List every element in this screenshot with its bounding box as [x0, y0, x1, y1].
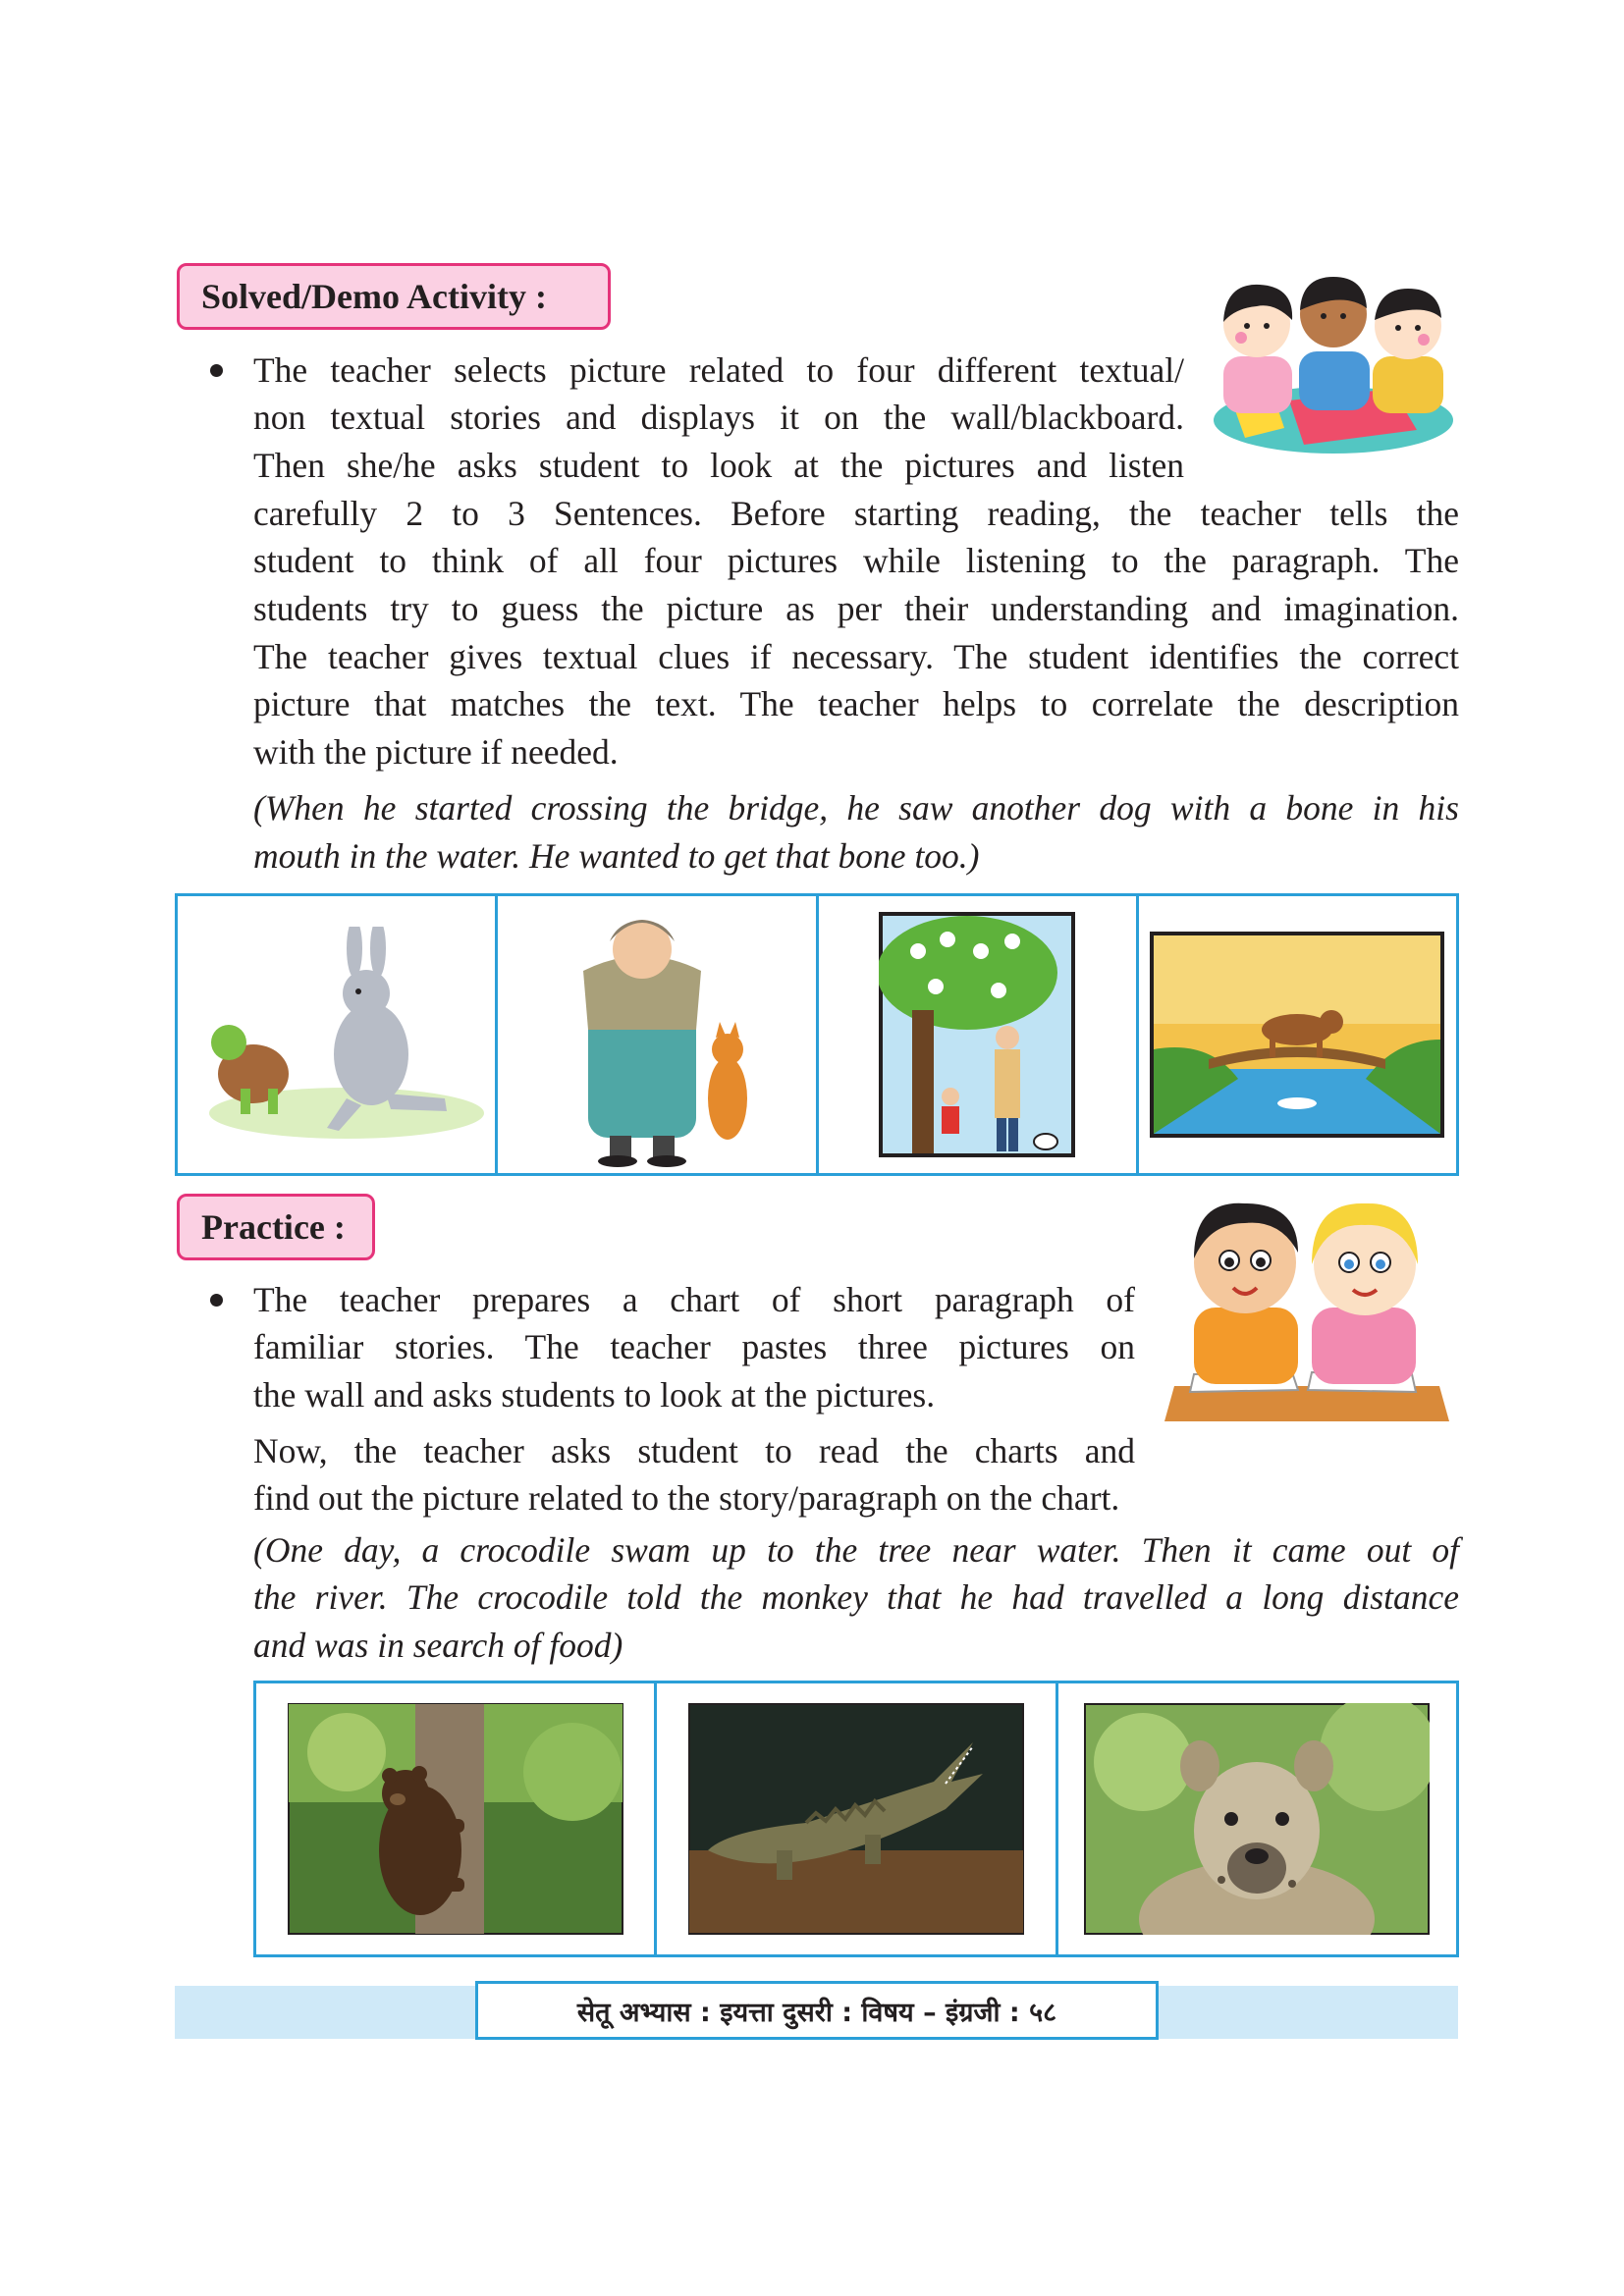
practice-line: Now, the teacher asks student to read the charts and: [253, 1431, 1135, 1470]
hyena-picture: [1084, 1703, 1430, 1935]
picture-cell-crocodile: [657, 1683, 1057, 1954]
picture-cell-tortoise-and-hare: [178, 896, 498, 1173]
practice-example-line: (One day, a crocodile swam up to the tree near water. Then it came out of: [253, 1530, 1459, 1570]
bear-climbing-tree-picture: [288, 1703, 623, 1935]
practice-line: familiar stories. The teacher pastes three pictures on: [253, 1327, 1135, 1366]
practice-line: The teacher prepares a chart of short paragraph of: [253, 1280, 1135, 1319]
old-woman-with-cat-picture: [549, 902, 765, 1167]
picture-cell-bear: [256, 1683, 657, 1954]
demo-heading: Solved/Demo Activity :: [177, 263, 611, 330]
demo-line: student to think of all four pictures while listening to the paragraph. The: [253, 541, 1459, 580]
bullet-icon: [210, 364, 223, 377]
picture-cell-old-woman-with-cat: [498, 896, 818, 1173]
demo-line: carefully 2 to 3 Sentences. Before starting reading, the teacher tells the: [253, 494, 1459, 533]
demo-line: The teacher selects picture related to four different textual/: [253, 350, 1184, 390]
dog-on-bridge-picture: [1150, 932, 1444, 1138]
practice-example-line: the river. The crocodile told the monkey that he had travelled a long distance: [253, 1577, 1459, 1617]
demo-line: picture that matches the text. The teacher helps to correlate the description: [253, 684, 1459, 723]
demo-line: The teacher gives textual clues if necessary. The student identifies the correct: [253, 637, 1459, 676]
demo-picture-strip: [175, 893, 1459, 1176]
demo-line: non textual stories and displays it on the wall/blackboard.: [253, 398, 1184, 437]
picture-cell-hyena: [1058, 1683, 1456, 1954]
practice-line: the wall and asks students to look at the pictures.: [253, 1375, 936, 1415]
practice-example-line: and was in search of food): [253, 1626, 623, 1665]
footer-label: सेतू अभ्यास : इयत्ता दुसरी : विषय – इंग्रजी : ५८: [475, 1981, 1159, 2040]
crocodile-picture: [688, 1703, 1024, 1935]
practice-heading: Practice :: [177, 1194, 375, 1260]
practice-line: find out the picture related to the story/paragraph on the chart.: [253, 1478, 1120, 1518]
picture-cell-children-under-tree: [819, 896, 1139, 1173]
bullet-icon: [210, 1294, 223, 1307]
demo-line: with the picture if needed.: [253, 732, 619, 772]
tortoise-and-hare-picture: [189, 927, 484, 1143]
children-under-tree-picture: [879, 912, 1075, 1157]
demo-example-line: mouth in the water. He wanted to get that bone too.): [253, 836, 980, 876]
practice-picture-strip: [253, 1681, 1459, 1957]
kids-drawing-illustration: [1206, 263, 1461, 459]
demo-line: Then she/he asks student to look at the pictures and listen: [253, 446, 1184, 485]
picture-cell-dog-on-bridge: [1139, 896, 1456, 1173]
kids-writing-illustration: [1155, 1190, 1459, 1425]
demo-line: students try to guess the picture as per their understanding and imagination.: [253, 589, 1459, 628]
demo-example-line: (When he started crossing the bridge, he saw another dog with a bone in his: [253, 788, 1459, 828]
